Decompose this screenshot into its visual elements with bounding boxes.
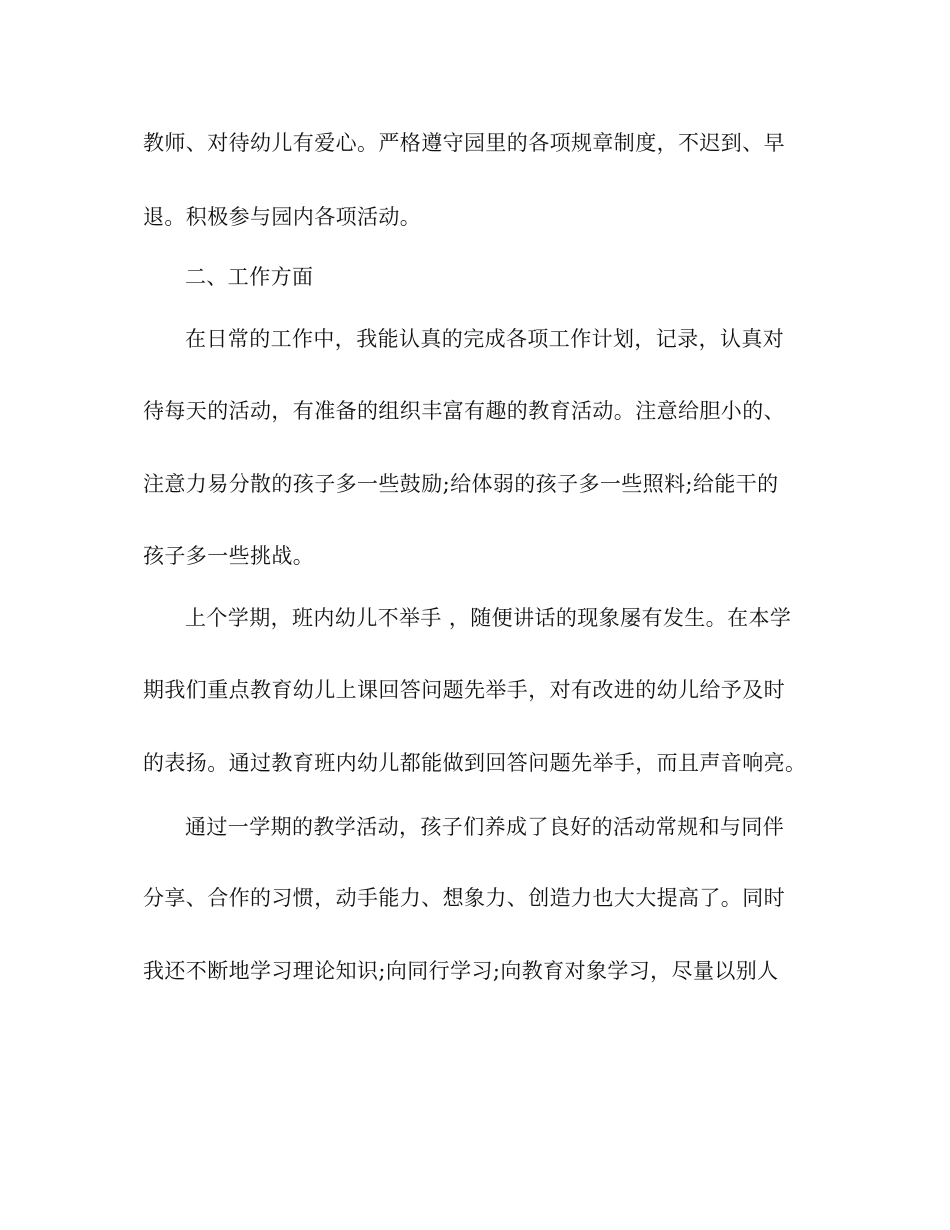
text-line-13: 我还不断地学习理论知识;向同行学习;向教育对象学习，尽量以别人 — [143, 959, 779, 983]
text-line-5: 待每天的活动，有准备的组织丰富有趣的教育活动。注意给胆小的、 — [143, 399, 785, 423]
text-line-7: 孩子多一些挑战。 — [143, 544, 315, 568]
text-line-12: 分享、合作的习惯，动手能力、想象力、创造力也大大提高了。同时 — [143, 886, 785, 910]
text-line-9: 期我们重点教育幼儿上课回答问题先举手，对有改进的幼儿给予及时 — [143, 678, 785, 702]
text-line-11: 通过一学期的教学活动，孩子们养成了良好的活动常规和与同伴 — [185, 815, 785, 839]
text-line-8: 上个学期，班内幼儿不举手 ，随便讲话的现象屡有发生。在本学 — [185, 606, 792, 630]
text-line-6: 注意力易分散的孩子多一些鼓励;给体弱的孩子多一些照料;给能干的 — [143, 472, 779, 496]
section-heading: 二、工作方面 — [185, 265, 314, 289]
text-line-4: 在日常的工作中，我能认真的完成各项工作计划，记录，认真对 — [185, 327, 785, 351]
text-line-10: 的表扬。通过教育班内幼儿都能做到回答问题先举手，而且声音响亮。 — [143, 751, 807, 775]
text-line-1: 教师、对待幼儿有爱心。严格遵守园里的各项规章制度，不迟到、早 — [143, 131, 785, 155]
text-line-2: 退。积极参与园内各项活动。 — [143, 205, 422, 229]
